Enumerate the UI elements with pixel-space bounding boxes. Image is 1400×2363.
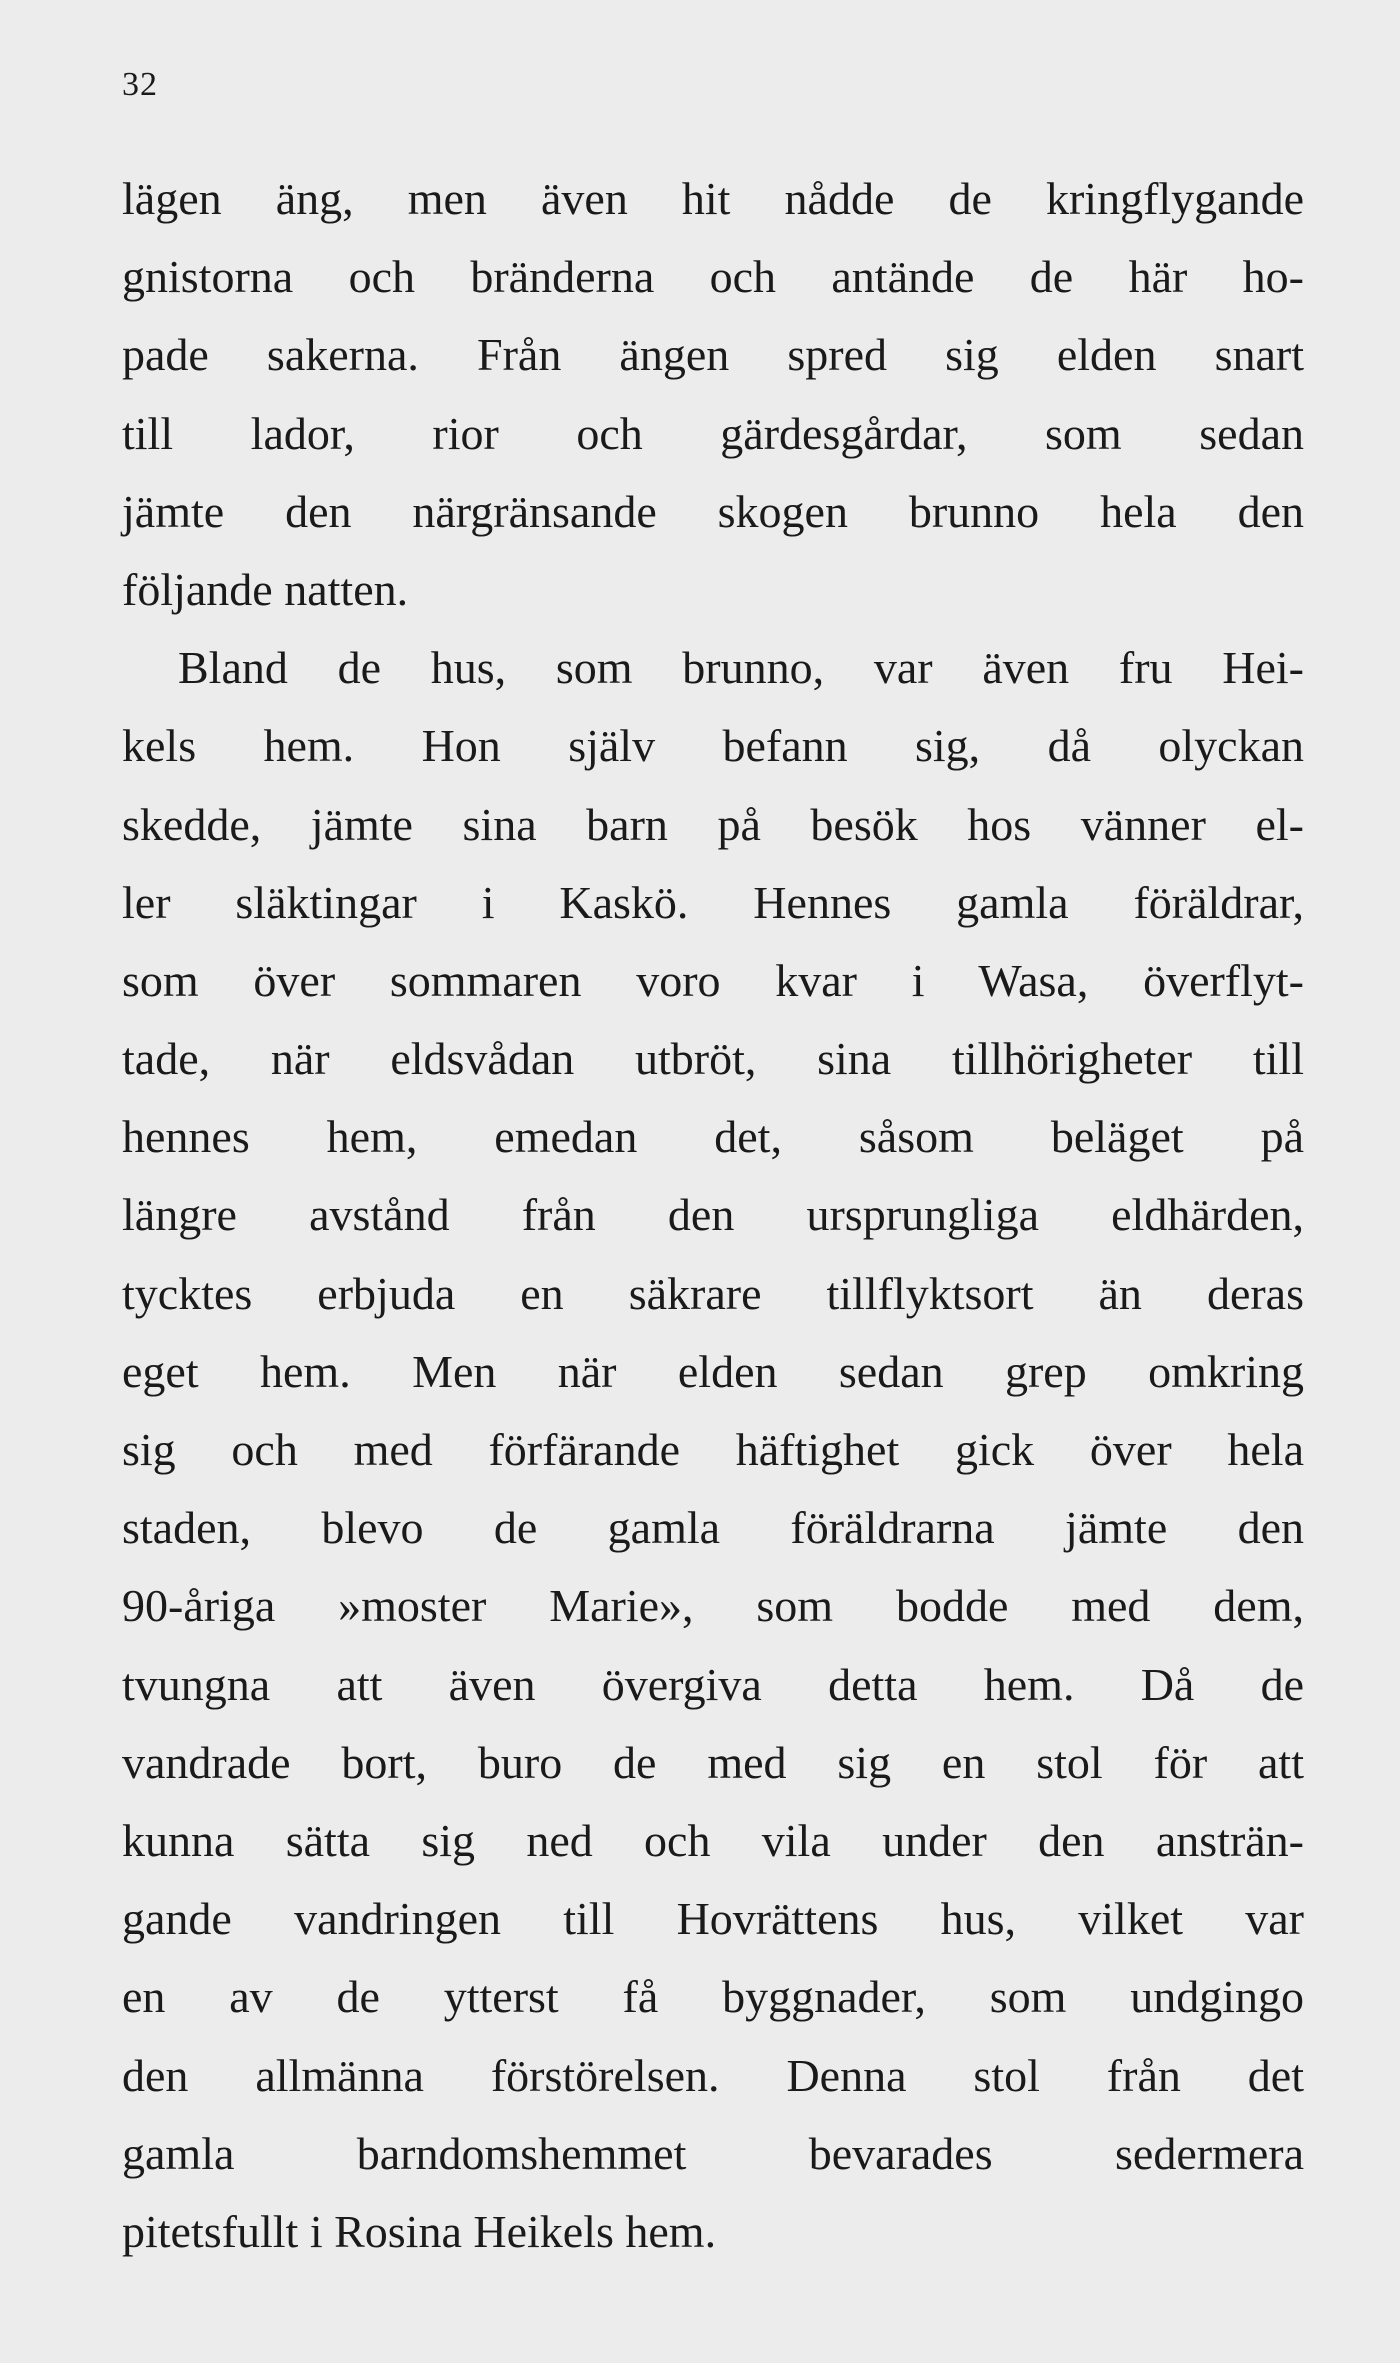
paragraph-start-line: Bland de hus, som brunno, var även fru Hei- bbox=[178, 642, 1304, 694]
text-line: sig och med förfärande häftighet gick över hela bbox=[122, 1424, 1304, 1475]
text-line: till lador, rior och gärdesgårdar, som sedan bbox=[122, 407, 1304, 459]
body-text bbox=[122, 160, 1304, 2271]
text-line: en av de ytterst få byggnader, som undgingo bbox=[122, 1971, 1304, 2023]
text-line: gande vandringen till Hovrättens hus, vilket var bbox=[122, 1893, 1304, 1945]
text-line: gnistorna och bränderna och antände de här ho- bbox=[122, 251, 1304, 303]
text-line: kels hem. Hon själv befann sig, då olyckan bbox=[122, 720, 1304, 772]
text-line: pade sakerna. Från ängen spred sig elden snart bbox=[122, 329, 1304, 381]
text-line: staden, blevo de gamla föräldrarna jämte den bbox=[122, 1502, 1304, 1554]
paragraph-end-line: följande natten. bbox=[122, 563, 409, 615]
text-line: jämte den närgränsande skogen brunno hela den bbox=[122, 485, 1304, 537]
text-line: den allmänna förstörelsen. Denna stol från det bbox=[122, 2049, 1304, 2101]
text-line: som över sommaren voro kvar i Wasa, överflyt- bbox=[122, 954, 1304, 1006]
page-number: 32 bbox=[122, 66, 158, 103]
text-line: längre avstånd från den ursprungliga eldhärden, bbox=[122, 1189, 1304, 1241]
text-line: gamla barndomshemmet bevarades sedermera bbox=[122, 2127, 1304, 2179]
text-line: skedde, jämte sina barn på besök hos vänner el- bbox=[122, 798, 1304, 850]
text-line: eget hem. Men när elden sedan grep omkring bbox=[122, 1345, 1304, 1397]
text-line: tycktes erbjuda en säkrare tillflyktsort än deras bbox=[122, 1267, 1304, 1319]
text-line: kunna sätta sig ned och vila under den ansträn- bbox=[122, 1814, 1304, 1866]
text-line: ler släktingar i Kaskö. Hennes gamla föräldrar, bbox=[122, 876, 1304, 928]
paragraph-end-line: pitetsfullt i Rosina Heikels hem. bbox=[122, 2205, 717, 2257]
text-line: lägen äng, men även hit nådde de kringflygande bbox=[122, 173, 1304, 224]
text-line: hennes hem, emedan det, såsom beläget på bbox=[122, 1111, 1304, 1163]
text-line: 90-åriga »moster Marie», som bodde med dem, bbox=[122, 1580, 1304, 1632]
text-line: tvungna att även övergiva detta hem. Då de bbox=[122, 1658, 1304, 1710]
text-line: vandrade bort, buro de med sig en stol för att bbox=[122, 1736, 1304, 1788]
text-line: tade, när eldsvådan utbröt, sina tillhörigheter till bbox=[122, 1033, 1304, 1085]
